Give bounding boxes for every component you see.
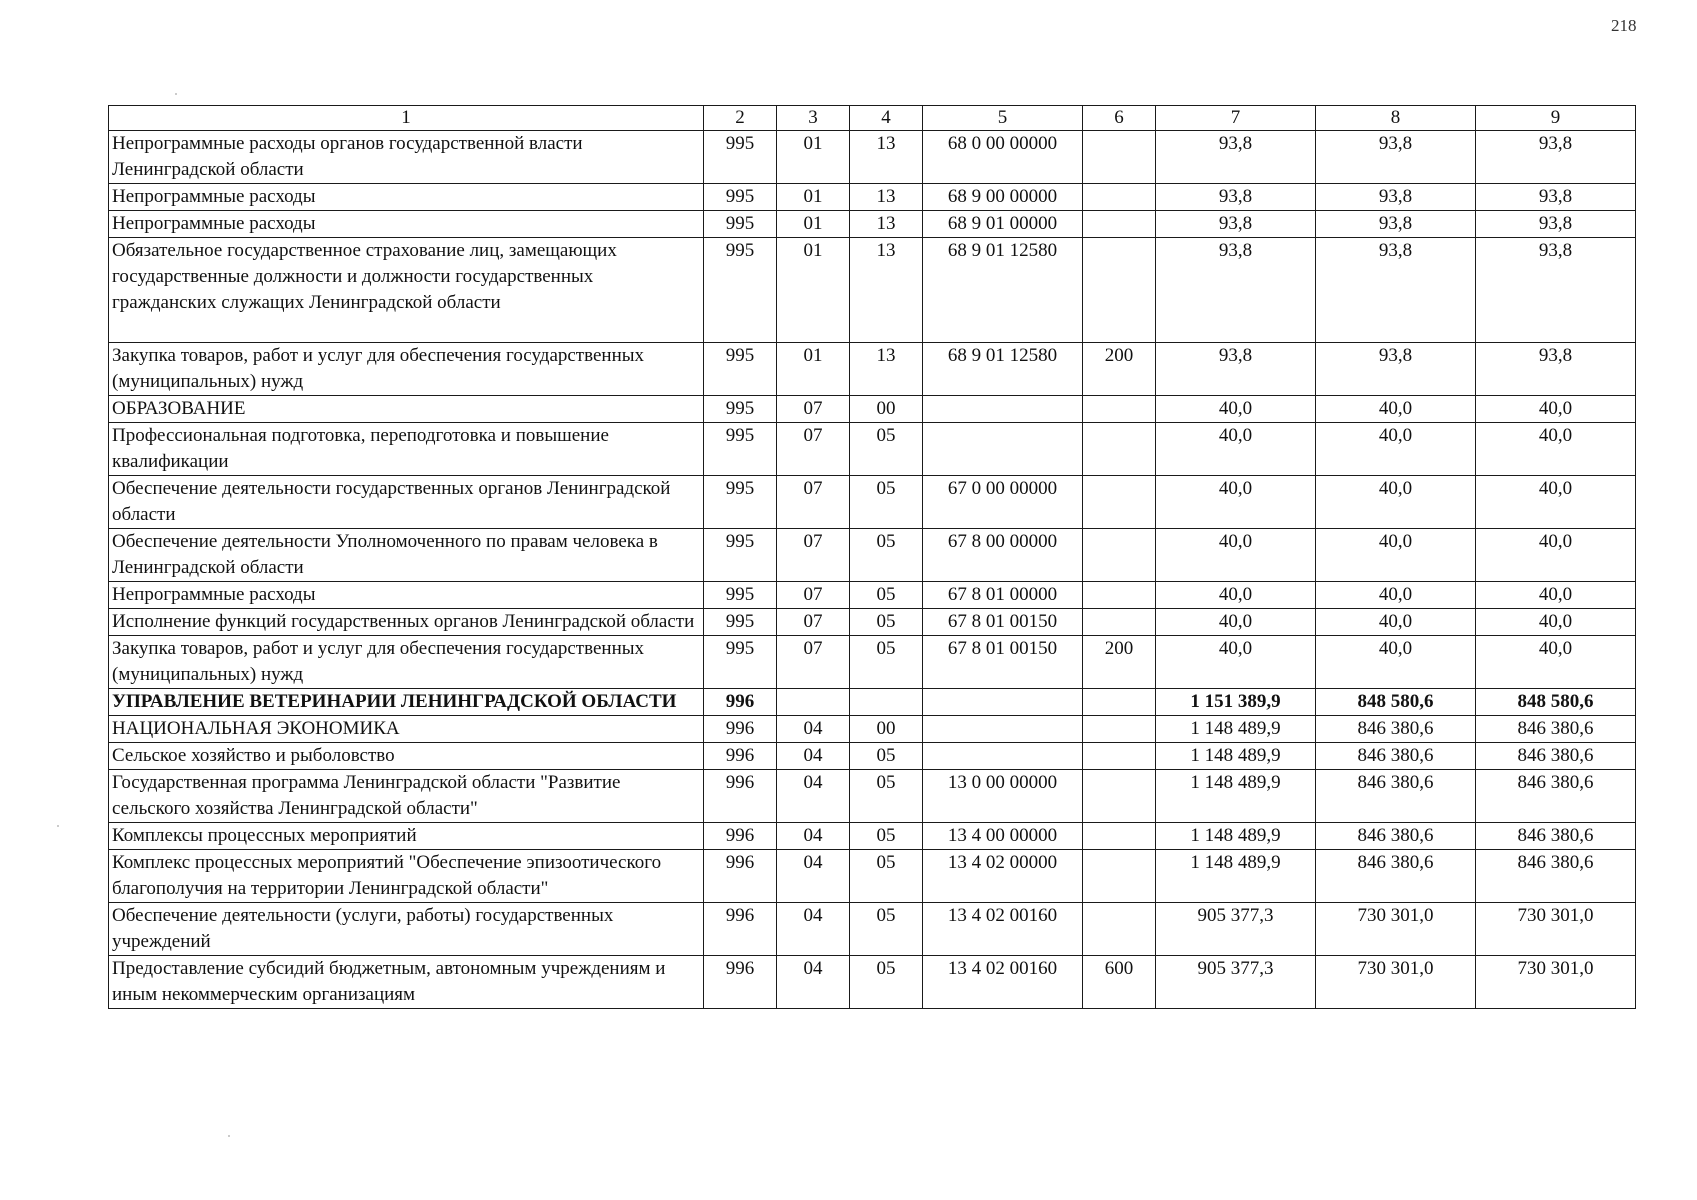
row-col-2: 995: [704, 211, 777, 238]
row-col-5: 68 9 01 00000: [923, 211, 1083, 238]
row-col-8: 846 380,6: [1316, 850, 1476, 903]
row-col-5: [923, 396, 1083, 423]
row-col-8: 846 380,6: [1316, 770, 1476, 823]
row-col-4: 05: [850, 423, 923, 476]
row-name: Предоставление субсидий бюджетным, автономным учреждениям и иным некоммерческим организациям: [109, 956, 704, 1009]
row-col-2: 995: [704, 636, 777, 689]
row-col-5: [923, 689, 1083, 716]
row-col-9: 40,0: [1476, 609, 1636, 636]
row-col-8: 846 380,6: [1316, 716, 1476, 743]
row-col-9: 40,0: [1476, 423, 1636, 476]
row-col-8: 40,0: [1316, 396, 1476, 423]
table-row: [109, 823, 1636, 850]
row-col-4: 05: [850, 476, 923, 529]
row-col-3: 04: [777, 850, 850, 903]
row-col-6: [1083, 529, 1156, 582]
row-col-6: [1083, 903, 1156, 956]
row-col-9: 93,8: [1476, 184, 1636, 211]
row-col-9: 730 301,0: [1476, 956, 1636, 1009]
row-col-6: [1083, 211, 1156, 238]
row-col-6: [1083, 850, 1156, 903]
row-name: НАЦИОНАЛЬНАЯ ЭКОНОМИКА: [109, 716, 704, 743]
table-row: [109, 211, 1636, 238]
table-row: [109, 716, 1636, 743]
row-col-2: 995: [704, 609, 777, 636]
row-col-4: 05: [850, 609, 923, 636]
row-col-4: 05: [850, 582, 923, 609]
row-name: Непрограммные расходы органов государственной власти Ленинградской области: [109, 131, 704, 184]
row-name: Обеспечение деятельности государственных органов Ленинградской области: [109, 476, 704, 529]
row-col-7: 1 148 489,9: [1156, 716, 1316, 743]
row-col-8: 93,8: [1316, 131, 1476, 184]
column-header: 7: [1156, 106, 1316, 131]
row-col-4: 05: [850, 529, 923, 582]
column-header: 5: [923, 106, 1083, 131]
row-col-7: 40,0: [1156, 529, 1316, 582]
row-col-4: 13: [850, 184, 923, 211]
row-col-7: 93,8: [1156, 184, 1316, 211]
row-col-9: 93,8: [1476, 343, 1636, 396]
table-row: [109, 131, 1636, 184]
row-col-6: [1083, 716, 1156, 743]
row-col-5: 13 0 00 00000: [923, 770, 1083, 823]
row-col-2: 996: [704, 903, 777, 956]
row-name: Закупка товаров, работ и услуг для обеспечения государственных (муниципальных) нужд: [109, 343, 704, 396]
row-name: Обязательное государственное страхование лиц, замещающих государственные должности и должности государственных гражданских служащих Ленинградской области: [109, 238, 704, 343]
column-header: 1: [109, 106, 704, 131]
row-col-5: [923, 743, 1083, 770]
row-col-8: 40,0: [1316, 636, 1476, 689]
table-row: [109, 850, 1636, 903]
table-row: [109, 529, 1636, 582]
row-col-3: 04: [777, 716, 850, 743]
row-col-7: 1 148 489,9: [1156, 850, 1316, 903]
row-col-3: 04: [777, 823, 850, 850]
row-col-6: [1083, 476, 1156, 529]
row-col-2: 996: [704, 689, 777, 716]
row-col-8: 93,8: [1316, 343, 1476, 396]
row-name: Исполнение функций государственных органов Ленинградской области: [109, 609, 704, 636]
row-col-2: 995: [704, 184, 777, 211]
row-col-4: 05: [850, 743, 923, 770]
table-row: [109, 343, 1636, 396]
table-row: [109, 184, 1636, 211]
row-col-3: 07: [777, 636, 850, 689]
row-col-7: 93,8: [1156, 238, 1316, 343]
row-name: Профессиональная подготовка, переподготовка и повышение квалификации: [109, 423, 704, 476]
row-name: Непрограммные расходы: [109, 184, 704, 211]
row-col-7: 1 148 489,9: [1156, 743, 1316, 770]
row-col-2: 995: [704, 423, 777, 476]
row-col-7: 93,8: [1156, 211, 1316, 238]
row-col-8: 40,0: [1316, 476, 1476, 529]
row-col-4: 05: [850, 850, 923, 903]
row-name: Непрограммные расходы: [109, 582, 704, 609]
row-col-3: 07: [777, 582, 850, 609]
row-col-9: 846 380,6: [1476, 743, 1636, 770]
row-col-3: 01: [777, 343, 850, 396]
row-col-5: 68 0 00 00000: [923, 131, 1083, 184]
row-col-3: 07: [777, 423, 850, 476]
row-col-4: 13: [850, 343, 923, 396]
row-col-7: 40,0: [1156, 423, 1316, 476]
row-col-6: [1083, 131, 1156, 184]
row-col-3: [777, 689, 850, 716]
scan-speck: [228, 1135, 230, 1137]
row-col-4: 05: [850, 903, 923, 956]
row-col-4: 00: [850, 716, 923, 743]
row-col-6: [1083, 609, 1156, 636]
row-col-4: 13: [850, 131, 923, 184]
row-col-4: 13: [850, 238, 923, 343]
row-col-2: 995: [704, 476, 777, 529]
row-name: Комплексы процессных мероприятий: [109, 823, 704, 850]
table-row: [109, 396, 1636, 423]
row-col-9: 846 380,6: [1476, 770, 1636, 823]
row-col-8: 846 380,6: [1316, 743, 1476, 770]
row-col-7: 40,0: [1156, 582, 1316, 609]
row-col-9: 40,0: [1476, 529, 1636, 582]
column-header: 2: [704, 106, 777, 131]
row-col-9: 93,8: [1476, 211, 1636, 238]
row-name: Непрограммные расходы: [109, 211, 704, 238]
row-col-3: 01: [777, 131, 850, 184]
scan-speck: [175, 93, 177, 95]
row-col-4: 05: [850, 636, 923, 689]
column-header: 9: [1476, 106, 1636, 131]
row-col-9: 40,0: [1476, 396, 1636, 423]
row-col-3: 01: [777, 238, 850, 343]
row-col-7: 40,0: [1156, 609, 1316, 636]
row-col-6: [1083, 823, 1156, 850]
row-col-2: 996: [704, 716, 777, 743]
row-col-8: 846 380,6: [1316, 823, 1476, 850]
table-row: [109, 770, 1636, 823]
row-col-3: 04: [777, 956, 850, 1009]
row-col-4: 05: [850, 956, 923, 1009]
row-col-7: 1 148 489,9: [1156, 823, 1316, 850]
row-col-6: [1083, 184, 1156, 211]
row-col-8: 40,0: [1316, 423, 1476, 476]
row-col-5: 13 4 02 00160: [923, 903, 1083, 956]
row-col-9: 846 380,6: [1476, 716, 1636, 743]
table-row: [109, 423, 1636, 476]
row-col-7: 93,8: [1156, 343, 1316, 396]
column-header: 4: [850, 106, 923, 131]
row-col-9: 40,0: [1476, 582, 1636, 609]
row-col-8: 40,0: [1316, 582, 1476, 609]
row-col-5: 67 0 00 00000: [923, 476, 1083, 529]
table-row: [109, 956, 1636, 1009]
row-col-8: 93,8: [1316, 238, 1476, 343]
row-col-6: [1083, 743, 1156, 770]
row-col-2: 996: [704, 823, 777, 850]
row-col-3: 04: [777, 743, 850, 770]
row-col-5: 68 9 00 00000: [923, 184, 1083, 211]
row-col-3: 04: [777, 770, 850, 823]
row-col-9: 846 380,6: [1476, 850, 1636, 903]
row-col-8: 848 580,6: [1316, 689, 1476, 716]
table-row: [109, 609, 1636, 636]
row-col-6: 600: [1083, 956, 1156, 1009]
row-col-7: 905 377,3: [1156, 956, 1316, 1009]
row-col-7: 1 151 389,9: [1156, 689, 1316, 716]
row-col-8: 730 301,0: [1316, 903, 1476, 956]
page-number: 218: [1611, 16, 1637, 35]
row-col-9: 93,8: [1476, 238, 1636, 343]
row-col-3: 07: [777, 609, 850, 636]
row-col-2: 995: [704, 396, 777, 423]
table-row: [109, 476, 1636, 529]
row-col-2: 996: [704, 770, 777, 823]
row-name: Закупка товаров, работ и услуг для обеспечения государственных (муниципальных) нужд: [109, 636, 704, 689]
row-col-5: 67 8 00 00000: [923, 529, 1083, 582]
table-row: [109, 903, 1636, 956]
table-row: [109, 582, 1636, 609]
row-col-2: 995: [704, 131, 777, 184]
row-col-9: 730 301,0: [1476, 903, 1636, 956]
row-col-5: [923, 716, 1083, 743]
row-col-2: 995: [704, 529, 777, 582]
row-col-6: [1083, 582, 1156, 609]
row-col-3: 07: [777, 476, 850, 529]
row-col-7: 93,8: [1156, 131, 1316, 184]
row-name: Обеспечение деятельности Уполномоченного по правам человека в Ленинградской области: [109, 529, 704, 582]
row-col-2: 996: [704, 850, 777, 903]
row-col-8: 93,8: [1316, 184, 1476, 211]
row-col-4: [850, 689, 923, 716]
row-col-5: 13 4 02 00000: [923, 850, 1083, 903]
row-col-7: 1 148 489,9: [1156, 770, 1316, 823]
row-col-6: [1083, 238, 1156, 343]
row-col-2: 995: [704, 582, 777, 609]
column-header: 8: [1316, 106, 1476, 131]
row-col-9: 40,0: [1476, 476, 1636, 529]
row-name: Комплекс процессных мероприятий "Обеспечение эпизоотического благополучия на территории Ленинградской области": [109, 850, 704, 903]
row-col-6: [1083, 770, 1156, 823]
row-col-4: 05: [850, 770, 923, 823]
row-col-7: 905 377,3: [1156, 903, 1316, 956]
row-col-3: 01: [777, 184, 850, 211]
table-body: [109, 131, 1636, 1009]
row-name: ОБРАЗОВАНИЕ: [109, 396, 704, 423]
header-row: [109, 106, 1636, 131]
row-col-7: 40,0: [1156, 396, 1316, 423]
row-col-8: 40,0: [1316, 529, 1476, 582]
row-col-9: 848 580,6: [1476, 689, 1636, 716]
row-name: Сельское хозяйство и рыболовство: [109, 743, 704, 770]
row-col-8: 730 301,0: [1316, 956, 1476, 1009]
row-col-5: 67 8 01 00150: [923, 609, 1083, 636]
column-header: 3: [777, 106, 850, 131]
row-col-8: 40,0: [1316, 609, 1476, 636]
row-col-6: 200: [1083, 636, 1156, 689]
budget-table: [108, 105, 1636, 1009]
row-col-4: 05: [850, 823, 923, 850]
row-col-5: [923, 423, 1083, 476]
row-col-4: 00: [850, 396, 923, 423]
row-col-3: 07: [777, 529, 850, 582]
row-col-2: 996: [704, 956, 777, 1009]
column-header: 6: [1083, 106, 1156, 131]
table-row: [109, 689, 1636, 716]
row-col-4: 13: [850, 211, 923, 238]
row-name: УПРАВЛЕНИЕ ВЕТЕРИНАРИИ ЛЕНИНГРАДСКОЙ ОБЛАСТИ: [109, 689, 704, 716]
row-col-2: 995: [704, 343, 777, 396]
row-col-6: [1083, 423, 1156, 476]
row-name: Государственная программа Ленинградской области "Развитие сельского хозяйства Ленинградской области": [109, 770, 704, 823]
row-col-8: 93,8: [1316, 211, 1476, 238]
row-col-6: [1083, 689, 1156, 716]
row-col-5: 13 4 02 00160: [923, 956, 1083, 1009]
row-col-9: 93,8: [1476, 131, 1636, 184]
row-col-6: 200: [1083, 343, 1156, 396]
row-col-5: 13 4 00 00000: [923, 823, 1083, 850]
row-col-5: 67 8 01 00150: [923, 636, 1083, 689]
row-col-5: 68 9 01 12580: [923, 343, 1083, 396]
row-col-7: 40,0: [1156, 636, 1316, 689]
row-col-5: 67 8 01 00000: [923, 582, 1083, 609]
row-col-2: 996: [704, 743, 777, 770]
row-col-5: 68 9 01 12580: [923, 238, 1083, 343]
table-row: [109, 743, 1636, 770]
row-col-7: 40,0: [1156, 476, 1316, 529]
row-col-9: 40,0: [1476, 636, 1636, 689]
row-col-9: 846 380,6: [1476, 823, 1636, 850]
table-row: [109, 636, 1636, 689]
row-col-3: 04: [777, 903, 850, 956]
row-col-2: 995: [704, 238, 777, 343]
row-name: Обеспечение деятельности (услуги, работы) государственных учреждений: [109, 903, 704, 956]
row-col-3: 07: [777, 396, 850, 423]
row-col-6: [1083, 396, 1156, 423]
table-row: [109, 238, 1636, 343]
row-col-3: 01: [777, 211, 850, 238]
scan-speck: [57, 825, 59, 827]
